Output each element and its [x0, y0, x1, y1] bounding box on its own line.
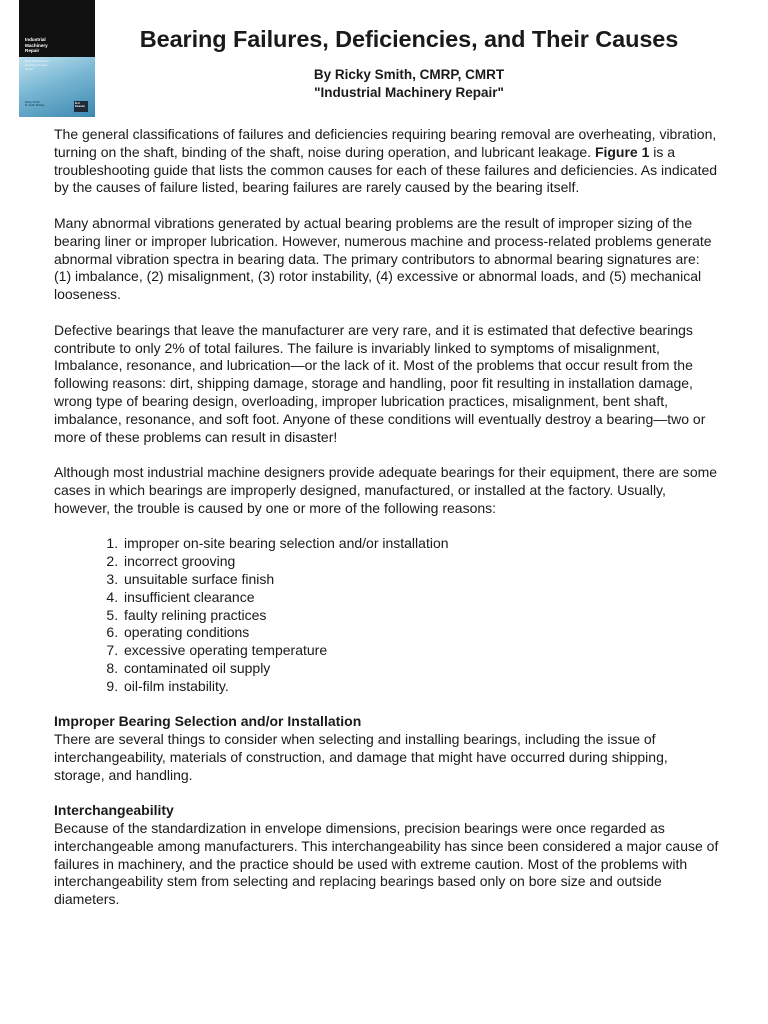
list-item: 7. excessive operating temperature	[122, 642, 720, 660]
book-cover-image	[19, 0, 95, 117]
cover-authors	[25, 101, 65, 108]
list-item: 5. faulty relining practices	[122, 607, 720, 625]
list-item: 2. incorrect grooving	[122, 553, 720, 571]
cover-author-line: Ricky Smith	[25, 100, 40, 104]
cover-artwork	[19, 57, 95, 117]
publisher-logo: B-H Elsevier	[74, 101, 88, 112]
paragraph-vibrations: Many abnormal vibrations generated by actual bearing problems are the result of improper sizing of the bearing liner or improper lubrication. However, numerous machine and process-related problems generate abnormal vibration spectra in bearing data. The primary contributors to abnormal bearing signatures are: (1) imbalance, (2) misalignment, (3) rotor instability, (4) excessive or abnormal loads, and (5) mechanical looseness.	[54, 214, 712, 303]
list-item: 4. insufficient clearance	[122, 589, 720, 607]
cover-title-line: Industrial	[25, 37, 46, 42]
cover-title-line: Machinery	[25, 42, 48, 48]
paragraph-defective-bearings: Defective bearings that leave the manufacturer are very rare, and it is estimated that defective bearings contribute to only 2% of total failures. The failure is invariably linked to symptoms of misalignment, Imbalance, resonance, and lubrication—or the lack of it. Most of the problems that occur result from the following reasons: dirt, shipping damage, storage and handling, poor fit resulting in installation damage, wrong type of bearing design, overloading, improper lubrication practices, misalignment, bent shaft, imbalance, resonance, and soft foot. Anyone of these conditions will eventually destroy a bearing—two or more of these problems can result in disaster!	[54, 321, 706, 445]
cover-subtitle-line: Practices Pocket	[25, 62, 48, 67]
cover-subtitle	[25, 60, 65, 71]
section-heading-selection: Improper Bearing Selection and/or Installation	[54, 713, 362, 730]
figure-reference: Figure 1	[594, 143, 650, 160]
cover-subtitle-line: Best Maintenance	[25, 59, 50, 63]
cover-title-line: Repair	[25, 48, 40, 54]
article-body	[54, 126, 720, 927]
intro-text-tail: is a troubleshooting guide that lists the common causes for each of these failures and deficiencies. As indicated by the causes of failure listed, bearing failures are rarely caused by the bearing itself.	[54, 143, 718, 196]
author-line: By Ricky Smith, CMRP, CMRT	[313, 67, 505, 82]
list-item: 3. unsuitable surface finish	[122, 571, 720, 589]
cover-author-line: R. Keith Mobley	[25, 103, 45, 108]
page-title: Bearing Failures, Deficiencies, and Their Causes	[139, 26, 679, 52]
intro-text: The general classifications of failures and deficiencies requiring bearing removal are overheating, vibration, turning on the shaft, binding of the shaft, noise during operation, and lubricant leakage.	[54, 126, 717, 160]
paragraph-intro	[54, 126, 720, 197]
paragraph-interchangeability: Because of the standardization in envelope dimensions, precision bearings were once regarded as interchangeable among manufacturers. This interchangeability has since been considered a major cause of failures in machinery, and the practice should be used with extreme caution. Most of the problems with interchangeability stem from selecting and replacing bearings based only on bore size and outside diameters.	[54, 820, 719, 908]
cover-title	[25, 37, 91, 54]
list-item: 8. contaminated oil supply	[122, 660, 720, 678]
paragraph-selection: There are several things to consider when selecting and installing bearings, including the issue of interchangeability, materials of construction, and damage that might have occurred during shipping, storage, and handling.	[54, 731, 668, 783]
list-item: 1. improper on-site bearing selection and/or installation	[122, 535, 720, 553]
section-heading-interchangeability: Interchangeability	[54, 802, 174, 819]
byline	[104, 66, 714, 102]
paragraph-designers: Although most industrial machine designers provide adequate bearings for their equipment, there are some cases in which bearings are improperly designed, manufactured, or installed at the factory. Usually, however, the trouble is caused by one or more of the following reasons:	[54, 464, 718, 516]
list-item: 6. operating conditions	[122, 624, 720, 642]
list-item: 9. oil-film instability.	[122, 678, 720, 696]
reasons-list	[54, 535, 720, 695]
book-title-line: "Industrial Machinery Repair"	[314, 85, 504, 100]
cover-subtitle-line: Guide	[25, 66, 34, 71]
